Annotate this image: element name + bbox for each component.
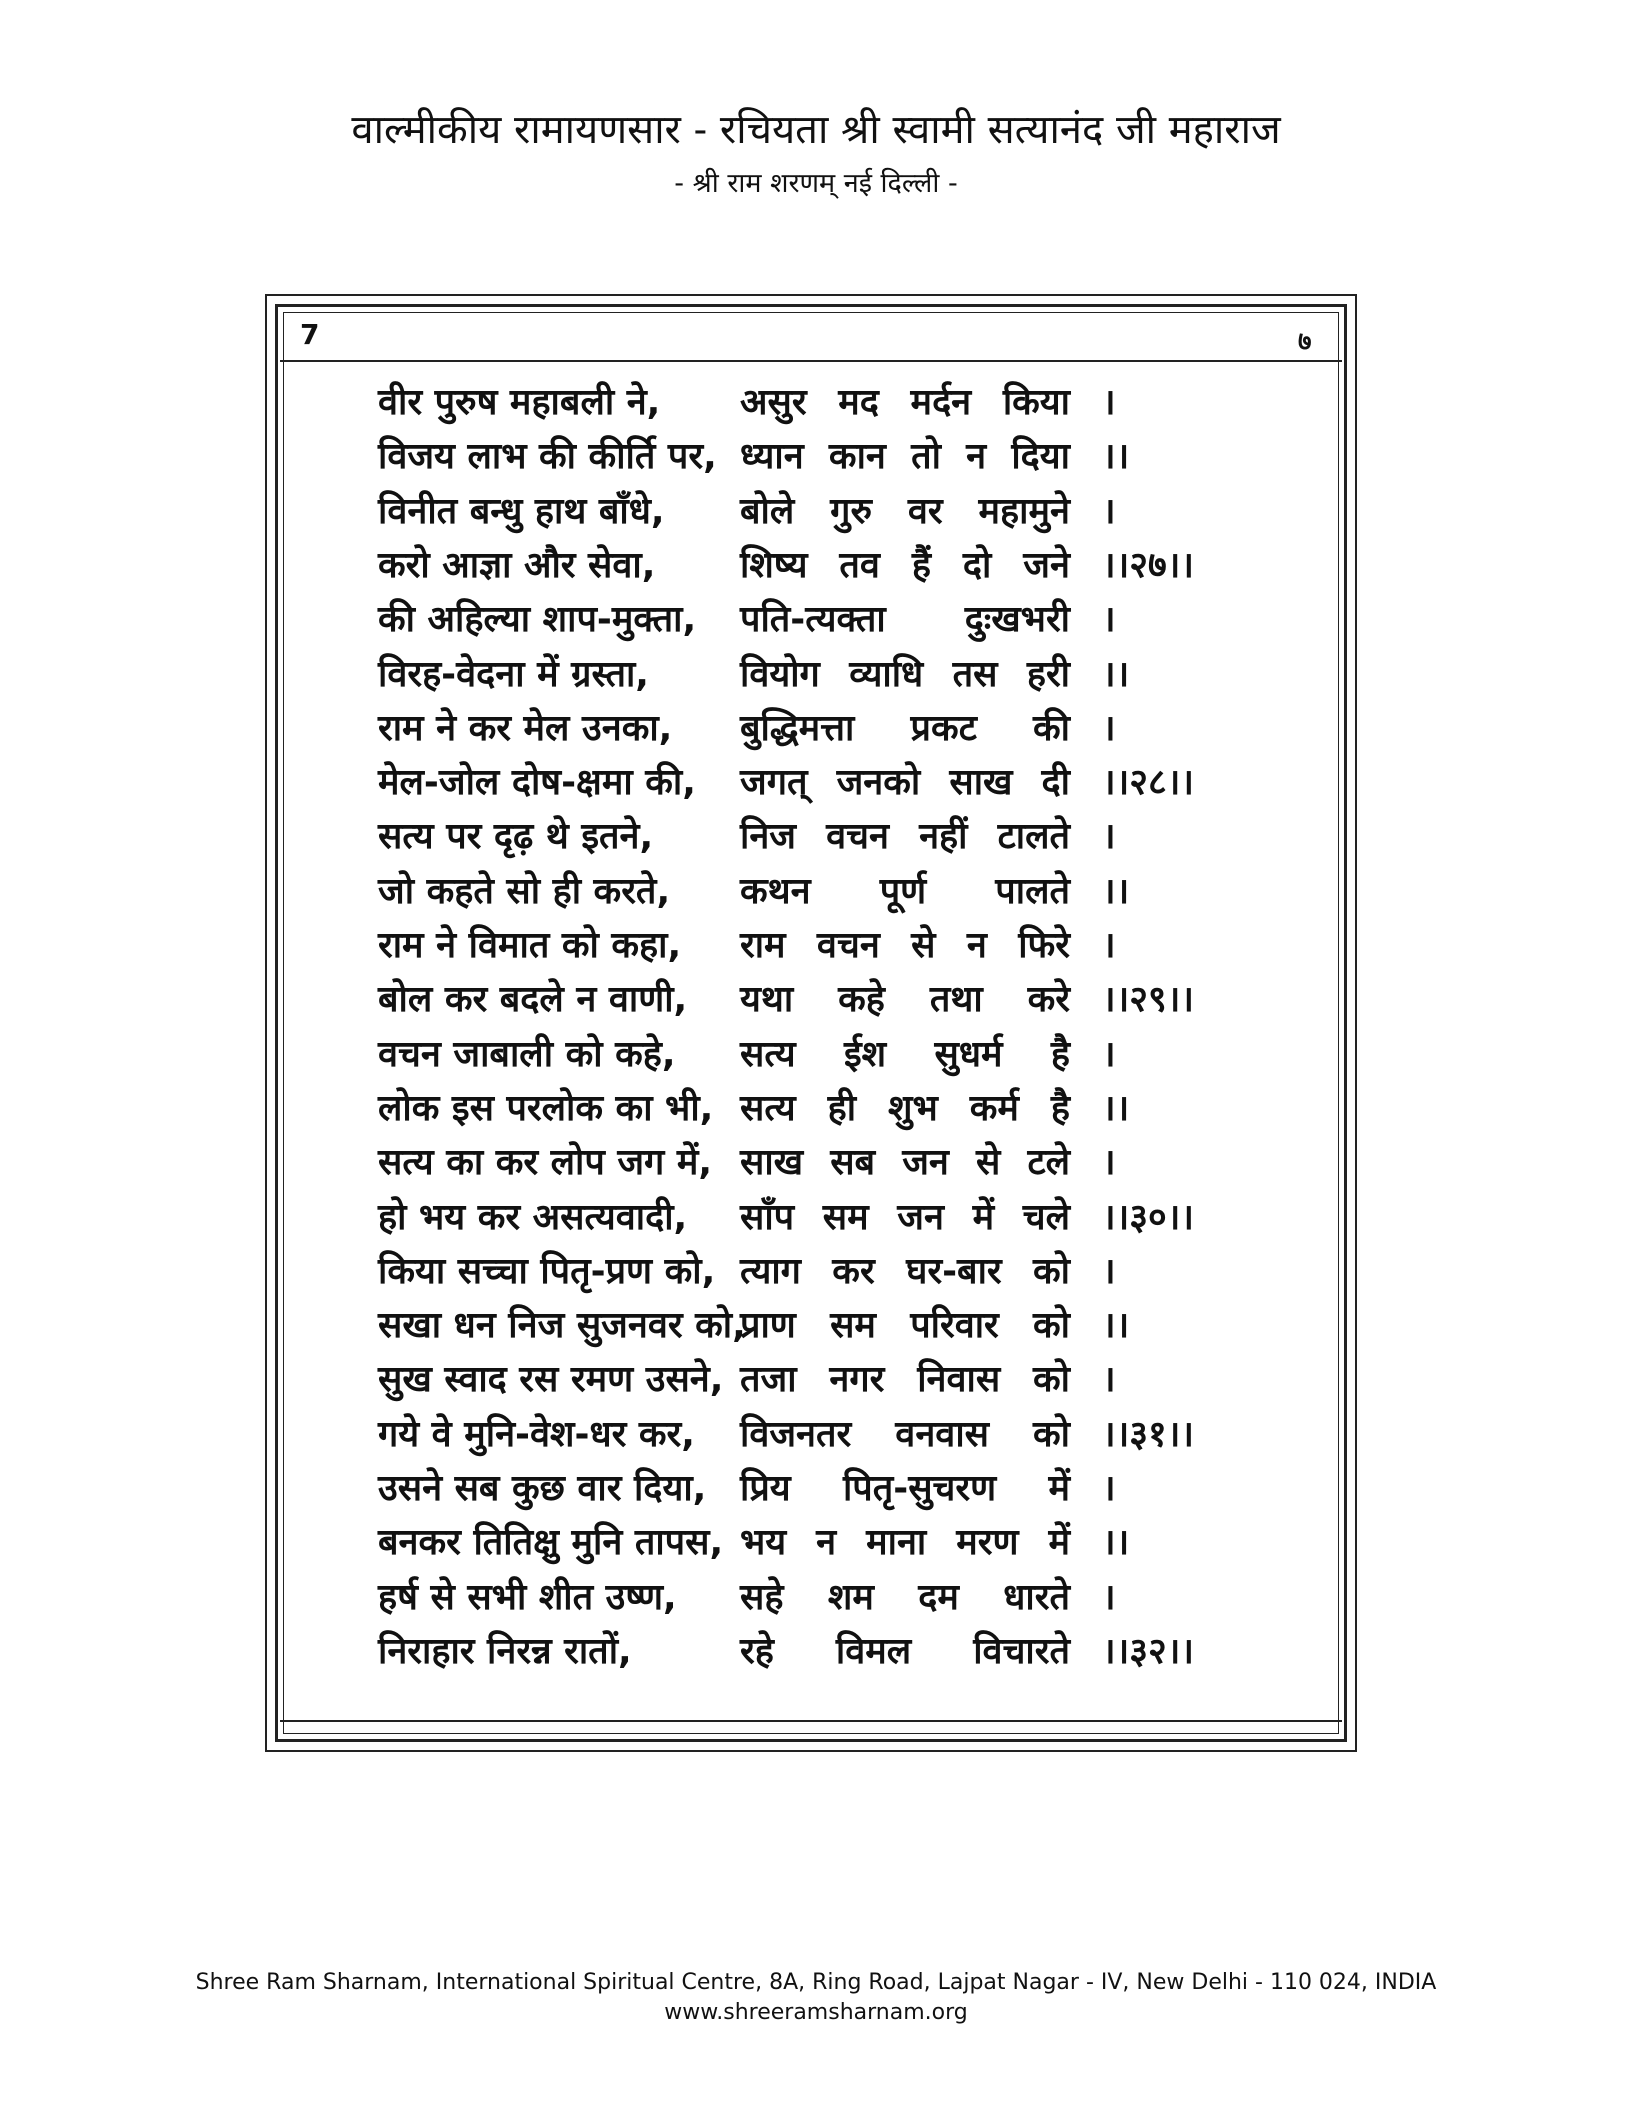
verse-first-half: जो कहते सो ही करते, [378,871,671,912]
verse-marker: । [1102,1359,1116,1400]
verse-marker: । [1102,491,1116,532]
verse-first-half: गये वे मुनि-वेश-धर कर, [378,1414,695,1455]
verse-marker: । [1102,708,1116,749]
verse-first-half: लोक इस परलोक का भी, [378,1088,714,1129]
verse-first-half: सत्य का कर लोप जग में, [378,1142,713,1183]
verse-line [0,1247,1632,1297]
verse-line [0,1138,1632,1188]
verse-second-half: साँप सम जन में चले [740,1197,1070,1238]
frame-bottom-rule [280,1720,1342,1722]
frame-top-rule [280,360,1342,362]
verse-first-half: करो आज्ञा और सेवा, [378,545,656,586]
verse-line [0,1627,1632,1677]
verse-marker: । [1102,1142,1116,1183]
verse-line [0,432,1632,482]
verse-marker: । [1102,599,1116,640]
verse-line [0,1518,1632,1568]
verse-marker: ।। [1102,871,1130,912]
verse-first-half: सत्य पर दृढ़ थे इतने, [378,816,654,857]
verse-second-half: सत्य ईश सुधर्म है [740,1034,1070,1075]
verse-first-half: बोल कर बदले न वाणी, [378,979,688,1020]
verse-line [0,867,1632,917]
page-number-devanagari: ७ [1298,327,1312,357]
verse-second-half: यथा कहे तथा करे [740,979,1070,1020]
verse-first-half: विरह-वेदना में ग्रस्ता, [378,654,649,695]
verse-first-half: सखा धन निज सुजनवर को, [378,1305,746,1346]
verse-marker: ।। [1102,1088,1130,1129]
verse-marker: ।।२९।। [1102,979,1195,1020]
verse-line [0,812,1632,862]
verse-second-half: तजा नगर निवास को [740,1359,1070,1400]
verse-line [0,541,1632,591]
verse-line [0,1464,1632,1514]
verse-second-half: निज वचन नहीं टालते [740,816,1070,857]
verse-marker: ।।२७।। [1102,545,1195,586]
verse-first-half: की अहिल्या शाप-मुक्ता, [378,599,697,640]
verse-second-half: पति-त्यक्ता दुःखभरी [740,599,1070,640]
verse-second-half: सहे शम दम धारते [740,1577,1070,1618]
verse-marker: ।। [1102,1305,1130,1346]
footer-website: www.shreeramsharnam.org [664,2000,968,2025]
verse-marker: । [1102,1468,1116,1509]
verse-first-half: सुख स्वाद रस रमण उसने, [378,1359,724,1400]
verse-line [0,921,1632,971]
verse-first-half: राम ने विमात को कहा, [378,925,682,966]
verse-line [0,487,1632,537]
verse-second-half: ध्यान कान तो न दिया [740,436,1070,477]
verse-second-half: त्याग कर घर-बार को [740,1251,1070,1292]
verse-second-half: भय न माना मरण में [740,1522,1070,1563]
verse-first-half: मेल-जोल दोष-क्षमा की, [378,762,696,803]
verse-line [0,1030,1632,1080]
verse-line [0,1301,1632,1351]
verse-second-half: बुद्धिमत्ता प्रकट की [740,708,1070,749]
verse-line [0,378,1632,428]
verse-first-half: वचन जाबाली को कहे, [378,1034,676,1075]
verse-second-half: जगत् जनको साख दी [740,762,1070,803]
verse-first-half: विनीत बन्धु हाथ बाँधे, [378,491,665,532]
verse-second-half: वियोग व्याधि तस हरी [740,654,1070,695]
page-number-arabic: 7 [300,318,320,351]
verse-line [0,704,1632,754]
verse-line [0,758,1632,808]
footer [0,1968,1632,2028]
verse-line [0,595,1632,645]
verse-second-half: राम वचन से न फिरे [740,925,1070,966]
verse-marker: ।।३१।। [1102,1414,1195,1455]
verse-marker: । [1102,816,1116,857]
verse-line [0,1084,1632,1134]
verse-marker: ।।३२।। [1102,1631,1195,1672]
verse-second-half: रहे विमल विचारते [740,1631,1070,1672]
verse-marker: । [1102,925,1116,966]
verse-marker: । [1102,382,1116,423]
verse-marker: ।।२८।। [1102,762,1195,803]
verse-second-half: कथन पूर्ण पालते [740,871,1070,912]
verse-first-half: वीर पुरुष महाबली ने, [378,382,661,423]
verse-second-half: प्रिय पितृ-सुचरण में [740,1468,1070,1509]
verse-second-half: शिष्य तव हैं दो जने [740,545,1070,586]
verse-marker: । [1102,1251,1116,1292]
verse-line [0,1355,1632,1405]
verse-marker: ।।३०।। [1102,1197,1195,1238]
verse-first-half: राम ने कर मेल उनका, [378,708,673,749]
page-subtitle: - श्री राम शरणम् नई दिल्ली - [674,168,958,199]
verse-first-half: हर्ष से सभी शीत उष्ण, [378,1577,677,1618]
verse-marker: ।। [1102,436,1130,477]
verse-marker: । [1102,1034,1116,1075]
verse-line [0,1410,1632,1460]
verse-line [0,650,1632,700]
verse-first-half: हो भय कर असत्यवादी, [378,1197,688,1238]
footer-address: Shree Ram Sharnam, International Spiritual Centre, 8A, Ring Road, Lajpat Nagar - IV, New Delhi - 110 024, INDIA [195,1970,1437,1995]
verse-marker: ।। [1102,654,1130,695]
verse-second-half: असुर मद मर्दन किया [740,382,1070,423]
verse-second-half: सत्य ही शुभ कर्म है [740,1088,1070,1129]
verse-line [0,975,1632,1025]
verse-marker: । [1102,1577,1116,1618]
verse-marker: ।। [1102,1522,1130,1563]
verse-first-half: उसने सब कुछ वार दिया, [378,1468,707,1509]
verse-second-half: प्राण सम परिवार को [740,1305,1070,1346]
verse-line [0,1193,1632,1243]
verse-second-half: साख सब जन से टले [740,1142,1070,1183]
verse-first-half: विजय लाभ की कीर्ति पर, [378,436,717,477]
page-title: वाल्मीकीय रामायणसार - रचियता श्री स्वामी सत्यानंद जी महाराज [351,107,1281,153]
verse-line [0,1573,1632,1623]
verse-first-half: निराहार निरन्न रातों, [378,1631,632,1672]
verse-second-half: बोले गुरु वर महामुने [740,491,1070,532]
verse-first-half: बनकर तितिक्षु मुनि तापस, [378,1522,724,1563]
verse-first-half: किया सच्चा पितृ-प्रण को, [378,1251,716,1292]
verse-second-half: विजनतर वनवास को [740,1414,1070,1455]
